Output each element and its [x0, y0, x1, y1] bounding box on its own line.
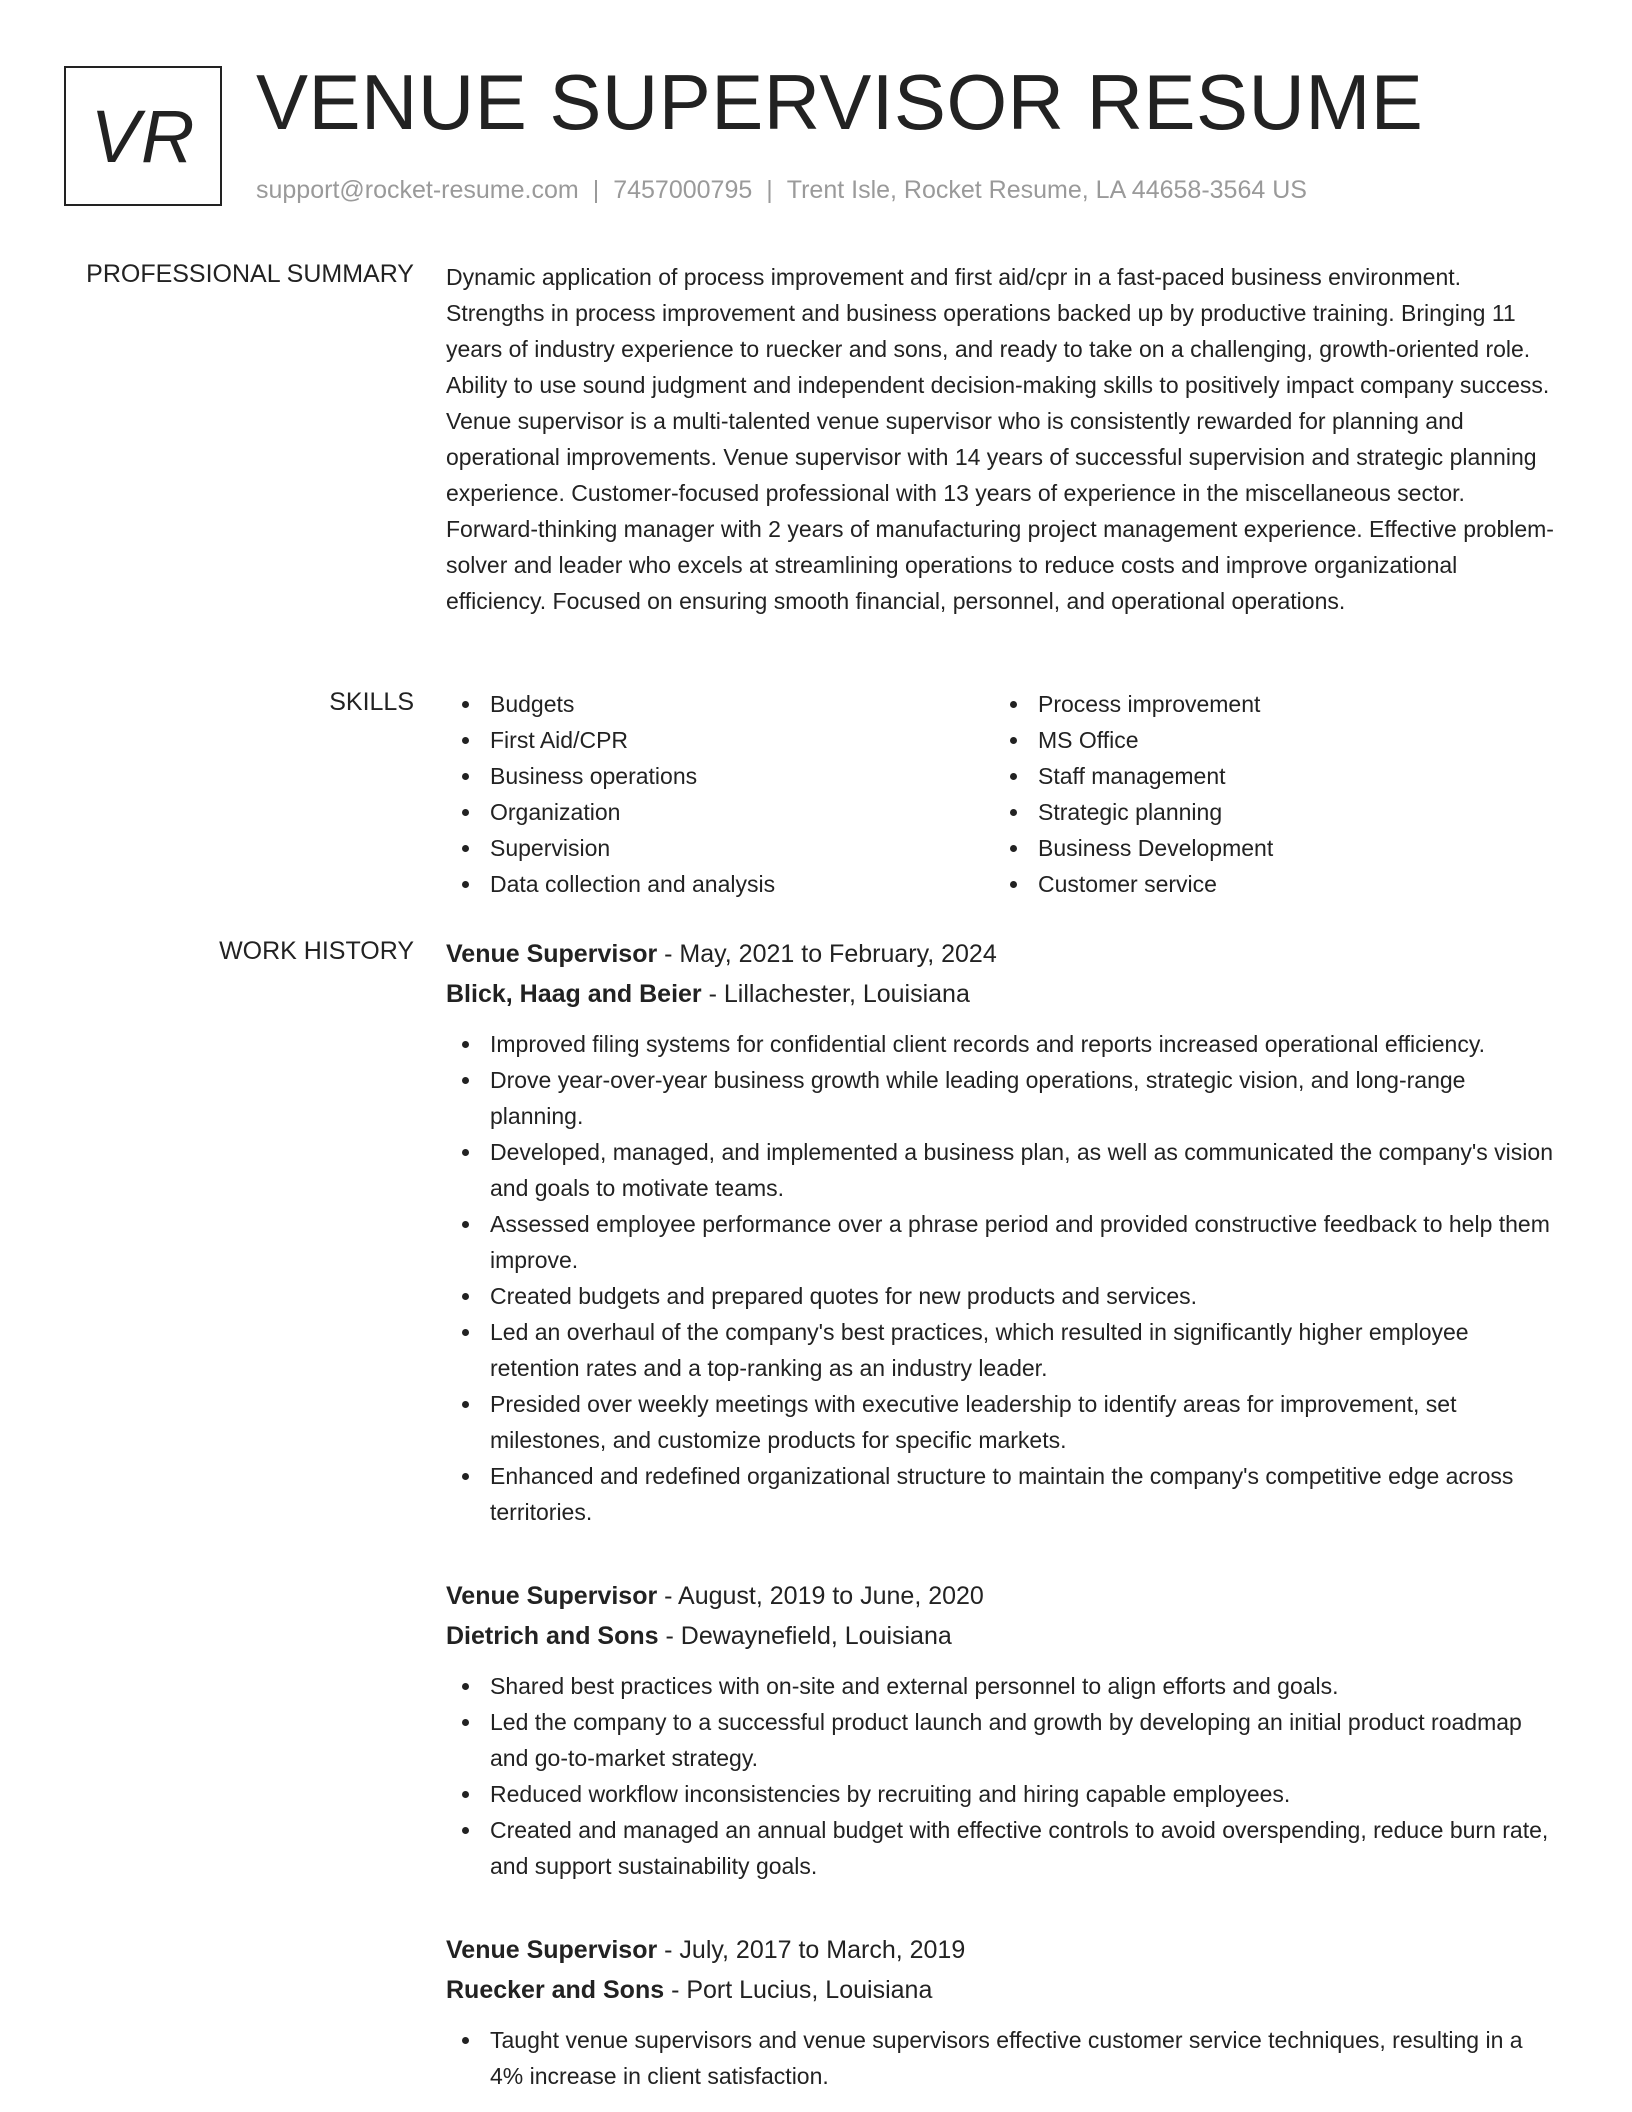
job-title-line [446, 934, 1558, 974]
job-dates: - August, 2019 to June, 2020 [657, 1582, 984, 1610]
duty-item: Enhanced and redefined organizational structure to maintain the company's competitive edge across territories. [446, 1458, 1558, 1530]
skill-item: Data collection and analysis [446, 866, 994, 902]
job-title-line [446, 1930, 1558, 1970]
job-company-line [446, 1616, 1558, 1656]
job-location: - Dewaynefield, Louisiana [658, 1622, 952, 1650]
job-title: Venue Supervisor [446, 1936, 658, 1964]
skills-column-left [446, 686, 994, 902]
duty-item: Drove year-over-year business growth while leading operations, strategic vision, and long-range planning. [446, 1062, 1558, 1134]
job-duties [446, 1668, 1558, 1884]
duty-item: Taught venue supervisors and venue supervisors effective customer service techniques, resulting in a 4% increase in client satisfaction. [446, 2022, 1558, 2094]
contact-email: support@rocket-resume.com [256, 176, 579, 204]
duty-item: Led an overhaul of the company's best practices, which resulted in significantly higher employee retention rates and a top-ranking as an industry leader. [446, 1314, 1558, 1386]
skill-item: Business Development [994, 830, 1542, 866]
job-title: Venue Supervisor [446, 1582, 658, 1610]
job-title: Venue Supervisor [446, 940, 658, 968]
duty-item: Led the company to a successful product launch and growth by developing an initial product roadmap and go-to-market strategy. [446, 1704, 1558, 1776]
skill-item: Strategic planning [994, 794, 1542, 830]
job-company: Blick, Haag and Beier [446, 980, 702, 1008]
duty-item: Reduced workflow inconsistencies by recruiting and hiring capable employees. [446, 1776, 1558, 1812]
duty-item: Shared best practices with on-site and external personnel to align efforts and goals. [446, 1668, 1558, 1704]
duty-item: Improved filing systems for confidential client records and reports increased operational efficiency. [446, 1026, 1558, 1062]
job-location: - Lillachester, Louisiana [701, 980, 970, 1008]
job-dates: - July, 2017 to March, 2019 [657, 1936, 966, 1964]
page-title: VENUE SUPERVISOR RESUME [256, 58, 1424, 146]
skills-list [446, 686, 1558, 902]
work-history-heading: WORK HISTORY [219, 937, 414, 965]
summary-heading: PROFESSIONAL SUMMARY [86, 260, 414, 288]
job-entry [446, 1930, 1558, 2094]
skill-item: Customer service [994, 866, 1542, 902]
monogram-badge: VR [64, 66, 222, 206]
contact-address: Trent Isle, Rocket Resume, LA 44658-3564 US [786, 176, 1307, 204]
job-duties [446, 2022, 1558, 2094]
job-company-line [446, 974, 1558, 1014]
skill-item: Organization [446, 794, 994, 830]
job-entry [446, 934, 1558, 1530]
skill-item: Business operations [446, 758, 994, 794]
duty-item: Created and managed an annual budget with effective controls to avoid overspending, reduce burn rate, and support sustainability goals. [446, 1812, 1558, 1884]
duty-item: Developed, managed, and implemented a business plan, as well as communicated the company's vision and goals to motivate teams. [446, 1134, 1558, 1206]
duty-item: Created budgets and prepared quotes for new products and services. [446, 1278, 1558, 1314]
job-company-line [446, 1970, 1558, 2010]
contact-phone: 7457000795 [613, 176, 753, 204]
skill-item: Budgets [446, 686, 994, 722]
job-dates: - May, 2021 to February, 2024 [657, 940, 997, 968]
job-company: Ruecker and Sons [446, 1976, 665, 2004]
skill-item: MS Office [994, 722, 1542, 758]
contact-separator: | [766, 176, 773, 204]
job-title-line [446, 1576, 1558, 1616]
summary-text: Dynamic application of process improvement and first aid/cpr in a fast-paced business environment. Strengths in process improvement and business operations backed up by productive training. Bringing 11 years of industry experience to ruecker and sons, and ready to take on a challenging, growth-oriented role. Ability to use sound judgment and independent decision-making skills to positively impact company success. Venue supervisor is a multi-talented venue supervisor who is consistently rewarded for planning and operational improvements. Venue supervisor with 14 years of successful supervision and strategic planning experience. Customer-focused professional with 13 years of experience in the miscellaneous sector. Forward-thinking manager with 2 years of manufacturing project management experience. Effective problem-solver and leader who excels at streamlining operations to reduce costs and improve organizational efficiency. Focused on ensuring smooth financial, personnel, and operational operations. [446, 264, 1554, 614]
duty-item: Assessed employee performance over a phrase period and provided constructive feedback to help them improve. [446, 1206, 1558, 1278]
skill-item: Staff management [994, 758, 1542, 794]
job-entry [446, 1576, 1558, 1884]
job-duties [446, 1026, 1558, 1530]
skill-item: Supervision [446, 830, 994, 866]
job-location: - Port Lucius, Louisiana [664, 1976, 933, 2004]
skills-column-right [994, 686, 1542, 902]
job-company: Dietrich and Sons [446, 1622, 659, 1650]
skill-item: Process improvement [994, 686, 1542, 722]
contact-separator: | [592, 176, 600, 204]
skills-heading: SKILLS [329, 688, 414, 716]
duty-item: Presided over weekly meetings with executive leadership to identify areas for improvement, set milestones, and customize products for specific markets. [446, 1386, 1558, 1458]
skill-item: First Aid/CPR [446, 722, 994, 758]
contact-line [256, 174, 1307, 206]
